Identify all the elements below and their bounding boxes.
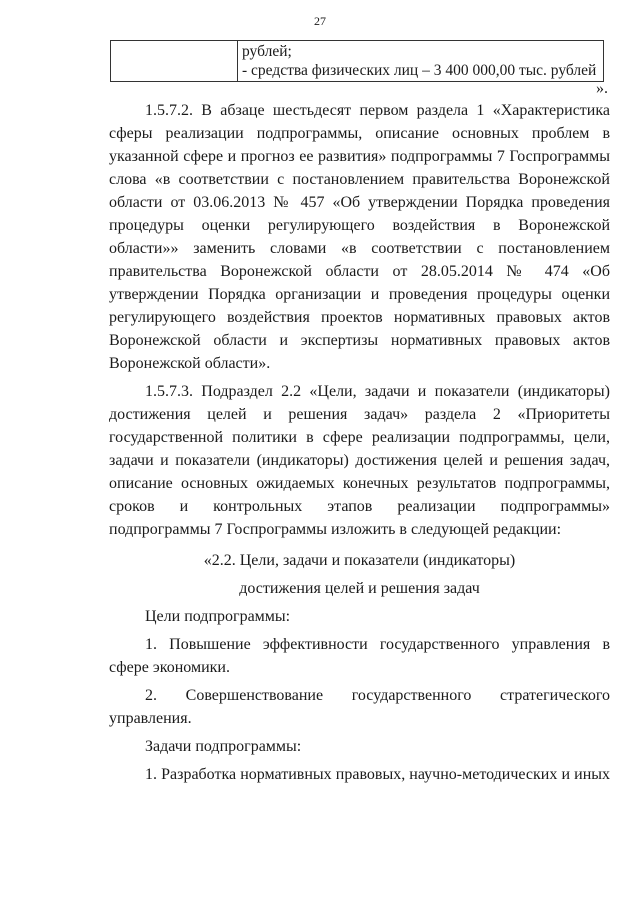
- page-number: 27: [314, 14, 326, 28]
- tasks-heading: Задачи подпрограммы:: [145, 738, 302, 755]
- table-cell-funding: [238, 41, 604, 82]
- funding-line-1: рублей;: [242, 43, 292, 60]
- goal-item-1: 1. Повышение эффективности государственного управления в сфере экономики.: [109, 636, 610, 676]
- paragraph-1-5-7-3: 1.5.7.3. Подраздел 2.2 «Цели, задачи и показатели (индикаторы) достижения целей и решения задач» раздела 2 «Приоритеты государственной политики в сфере реализации подпрограммы, цели, задачи и показатели (индикаторы) достижения целей и решения задач, описание основных ожидаемых конечных результатов подпрограммы, сроков и контрольных этапов реализации подпрограммы» подпрограммы 7 Госпрограммы изложить в следующей редакции:: [109, 383, 610, 538]
- document-body: [109, 99, 610, 786]
- goal-item-2: 2. Совершенствование государственного стратегического управления.: [109, 687, 610, 727]
- goals-heading: Цели подпрограммы:: [145, 608, 291, 625]
- table-cell-empty: [111, 41, 238, 82]
- continuation-table: [110, 40, 604, 82]
- section-title-line-1: «2.2. Цели, задачи и показатели (индикаторы): [203, 552, 516, 569]
- paragraph-1-5-7-2: 1.5.7.2. В абзаце шестьдесят первом раздела 1 «Характеристика сферы реализации подпрограммы, описание основных проблем в указанной сфере и прогноз ее развития» подпрограммы 7 Госпрограммы слова «в соответствии с постановлением правительства Воронежской области от 03.06.2013 № 457 «Об утверждении Порядка проведения процедуры оценки регулирующего воздействия в Воронежской области»» заменить словами «в соответствии с постановлением правительства Воронежской области от 28.05.2014 № 474 «Об утверждении Порядка организации и проведения процедуры оценки регулирующего воздействия проектов нормативных правовых актов Воронежской области и экспертизы нормативных правовых актов Воронежской области».: [109, 102, 610, 372]
- task-item-1: 1. Разработка нормативных правовых, научно-методических и иных: [145, 766, 610, 783]
- closing-quote: ».: [596, 80, 608, 97]
- funding-line-2: - средства физических лиц – 3 400 000,00 тыс. рублей: [242, 62, 597, 79]
- table-row: [111, 41, 604, 82]
- section-title-line-2: достижения целей и решения задач: [239, 580, 480, 597]
